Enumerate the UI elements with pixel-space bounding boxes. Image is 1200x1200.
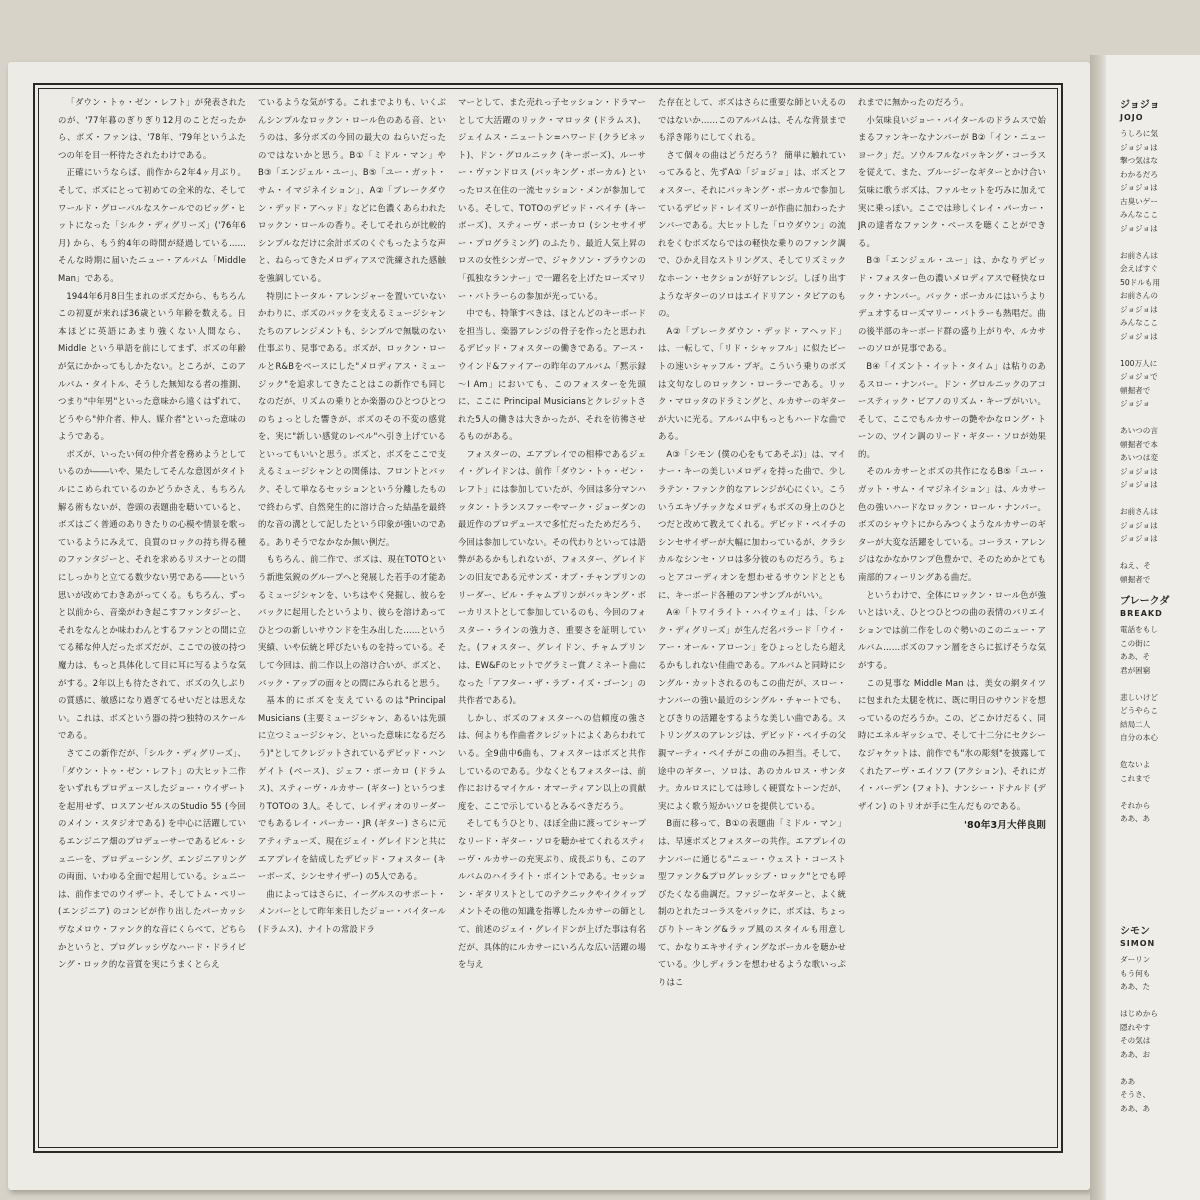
article-paragraph: 特別にトータル・アレンジャーを置いていないかわりに、ボズのバックを支えるミュージシャンたちのアレンジメントも、シンプルで無駄のない仕事ぶり、見事である。ボズが、ロックン・ロールとR&Bをベースにした"メロディアス・ミュージック"を追求してきたことはこの新作でも同じなのだが、リズムの乗りとか楽器のひとつひとつのちょっとした響きが、ボズのその不変の感覚を、実に"新しい感覚のレベル"へ引き上げているといってもいいと思う。ボズと、ボズをここで支えるミュージシャンとの関係は、フロントとバック、そして単なるセッションという分離したもので終わらず、自然発生的に溶け合った結晶を最終的な音の溝として記したという印象が強いのである。ありそうでなかなか無い例だ。: [258, 290, 446, 547]
lyrics-line: ジョジョで: [1120, 372, 1158, 381]
lyrics-line: ああ、そ: [1120, 652, 1151, 661]
lyrics-line: ねえ、そ: [1120, 561, 1151, 570]
article-paragraph: 「ダウン・トゥ・ゼン・レフト」が発表されたのが、'77年暮のぎりぎり12月のことだったから、ボズ・ファンは、'78年、'79年というふたつの年を目一杯待たされたわけである。: [58, 97, 246, 160]
lyrics-line: そうさ、: [1120, 1090, 1151, 1099]
lyrics-section-breakdown: [1120, 595, 1200, 826]
lyrics-line: [1120, 492, 1200, 506]
article-column-1: [58, 94, 246, 1114]
lyrics-line: お前さんの: [1120, 291, 1158, 300]
lyrics-line: 君が困窮: [1120, 665, 1151, 675]
lyrics-line: ああ: [1120, 1076, 1136, 1086]
lyrics-line: はじめから: [1120, 1009, 1158, 1018]
lyrics-line: 撃つ気はな: [1120, 156, 1158, 165]
lyrics-line: みんなここ: [1120, 210, 1158, 219]
lyrics-line: 頓掘者で: [1120, 574, 1151, 584]
article-paragraph: A②「ブレークダウン・デッド・アヘッド」は、一転して、「リド・シャッフル」に似たビートの速いシャッフル・ブギ。こういう乗りのボズは文句なしのロックン・ローラーである。リック・マロッタのドラミングと、ルカサーのギターが大いに光る。アルバム中もっともハードな曲である。: [658, 325, 846, 442]
article-paragraph: 1944年6月8日生まれのボズだから、もちろんこの初夏が来れば36歳という年齢を数える。日本ほどに英語にあまり強くない人間なら、Middle という単語を前にしてまず、ボズの年齢が気にかかってもしかたない。ところが、このアルバム・タイトル、そうした無知なる者の推測、つまり"中年男"といった意味から遠くはずれて、どうやら"仲介者、仲人、媒介者"といった意味のようである。: [58, 290, 246, 442]
article-paragraph: フォスターの、エアプレイでの相棒であるジェイ・グレイドンは、前作「ダウン・トゥ・ゼン・レフト」には参加していたが、今回は多分マンハッタン・トランスファーやマーク・ジョーダンの最近作のプロデュースで多忙だったためだろう、今回は参加していない。その代わりといっては語弊があるかもしれないが、フォスター、グレイドンの旧友である元サンズ・オブ・チャンプリンのリーダー、ビル・チャムプリンがバッキング・ボーカリストとして参加しているのも、今回のフォスター・ラインの強力さ、重要さを証明していた。(フォスター、グレイドン、チャムプリンは、EW&Fのヒットでグラミー賞ノミネート曲になった「アフター・ザ・ラブ・イズ・ゴーン」の共作者である)。: [458, 448, 646, 706]
lyrics-line: みんなここ: [1120, 318, 1158, 327]
article-paragraph: た存在として、ボズはさらに重要な師といえるのではないか……このアルバムは、そんな背景までも浮き彫りにしてくれる。: [658, 97, 846, 143]
lyrics-line: それから: [1120, 800, 1151, 810]
article-paragraph: この見事な Middle Man は、美女の網タイツに包まれた太腿を枕に、既に明日のサウンドを想っているのだろうか。この、どこかけだるく、同時にエネルギッシュで、そして十二分にセクシーなジャケットは、前作でも"氷の彫刻"を披露してくれたアーヴ・エイソフ (アクション)、それにガイ・バーデン (フォト)、ナンシー・ドナルド (デザイン) のトリオが手に生んだものである。: [858, 677, 1046, 811]
article-column-5: [858, 94, 1046, 1114]
article-paragraph: もちろん、前二作で、ボズは、現在TOTOという新進気鋭のグループへと発展した若手の才能あるミュージシャンを、いちはやく発掘し、彼らをバックに起用したというより、彼らを溶けあってひとつの新しいサウンドを生み出した……という実績、いや伝統と呼びたいものを持っている。そして今回は、前二作以上の溶け合いが、ボズと、バック・アップの面々との間にみられると思う。: [258, 554, 446, 688]
lyrics-line: ジョジョは: [1120, 183, 1158, 192]
article-paragraph: 正確にいうならば、前作から2年4ヶ月ぶり。そして、ボズにとって初めての全米的な、そしてワールド・グローバルなスケールでのビッグ・ヒットになった「シルク・ディグリーズ」('76年6月) から、もう約4年の時間が経過している……そんな時期に届いたニュー・アルバム「Middle Man」である。: [58, 167, 246, 283]
lyrics-line: 50ドルも用: [1120, 277, 1161, 287]
lyrics-line: [1120, 785, 1200, 799]
lyrics-line: これまで: [1120, 773, 1151, 783]
right-page: [1106, 55, 1200, 1200]
article-paragraph: ているような気がする。これまでよりも、いくぶんシンプルなロックン・ロール色のある音、というのは、多分ボズの今回の最大の ねらいだったのではないかと思う。B①「ミドル・マン」やB③「エンジェル・ユー」、B⑤「ユー・ガット・サム・イマジネイション」、A②「ブレークダウン・デッド・アヘッド」などに色濃くあらわれたロックン・ロールの香り。そしてそれらが比較的シンプルなだけに余計ボズのくぐもったような声と、ねらってきたメロディアスで洗練された感触を強調している。: [258, 97, 446, 283]
lyrics-line: 電話をもし: [1120, 625, 1158, 634]
lyrics-line: [1120, 411, 1200, 425]
lyrics-line: お前さんは: [1120, 250, 1158, 260]
lyrics-line: [1120, 235, 1200, 249]
lyrics-line: ダーリン: [1120, 955, 1151, 964]
lyrics-line: ジョジョは: [1120, 223, 1158, 233]
lyrics-line: あいつの言: [1120, 426, 1158, 435]
lyrics-lines: [1120, 623, 1200, 826]
lyrics-line: 頓掘者で本: [1120, 439, 1158, 449]
article-paragraph: 曲によってはさらに、イーグルスのサポート・メンバーとして昨年来日したジョー・バイタール (ドラムス)、ナイトの常設ドラ: [258, 888, 446, 934]
lyrics-line: 隠れやす: [1120, 1022, 1151, 1032]
book-gutter: [1090, 55, 1106, 1200]
lyrics-line: ジョジョ: [1120, 399, 1151, 408]
lyrics-line: 自分の本心: [1120, 733, 1158, 742]
lyrics-line: 危ないよ: [1120, 760, 1151, 769]
lyrics-subtitle: JOJO: [1120, 113, 1144, 122]
lyrics-line: どうやらこ: [1120, 706, 1158, 715]
lyrics-line: ジョジョは: [1120, 304, 1158, 314]
lyrics-line: ジョジョは: [1120, 480, 1158, 489]
article-paragraph: そのルカサーとボズの共作になるB⑤「ユー・ガット・サム・イマジネイション」は、ルカサー色の強いハードなロックン・ロール・ナンバー。ボズのシャウトにからみつくようなルカサーのギターが大変な活躍をしている。コーラス・アレンジはなかなかワンプ色豊かで、そのためかとても南部的フィーリングある曲だ。: [858, 466, 1046, 583]
lyrics-line: [1120, 343, 1200, 357]
lyrics-line: うしろに気: [1120, 129, 1158, 138]
article-paragraph: 小気味良いジョー・バイタールのドラムスで始まるファンキーなナンバーが B②「イン・ニューヨーク」だ。ソウルフルなバッキング・コーラスを従えて、また、ブルージーなギターとかけ合い気味に歌うボズは、ファルセットを巧みに加えて実に乗っぽい。ここでは珍しくレイ・パーカー・JRの達者なファンク・ベースを聴くことができる。: [858, 114, 1046, 248]
article-paragraph: 中でも、特筆すべきは、ほとんどのキーボードを担当し、楽器アレンジの骨子を作ったと思われるデビッド・フォスターの働きである。アース・ウインド&ファイアーの昨年のアルバム「黙示録～I Am」においても、このフォスターを先頭に、ここに Principal Musiciansとクレジットされた5人の働きは大きかったが、それを彷彿させるものがある。: [458, 308, 646, 442]
lyrics-line: あいつは変: [1120, 453, 1158, 462]
article-paragraph: B③「エンジェル・ユー」は、かなりデビッド・フォスター色の濃いメロディアスで軽快なロック・ナンバー。バック・ボーカルにはいうよりデュオするローズマリー・バトラーも熱唱だ。曲の後半部のキーボード群の盛り上がりや、ルカサーのソロが見事である。: [858, 255, 1046, 354]
lyrics-line: この街に: [1120, 638, 1151, 648]
lyrics-lines: [1120, 127, 1200, 586]
lyrics-line: ジョジョは: [1120, 520, 1158, 530]
lyrics-line: ああ、あ: [1120, 1103, 1151, 1113]
lyrics-line: [1120, 546, 1200, 560]
article-paragraph: れまでに無かったのだろう。: [858, 97, 969, 107]
lyrics-title: シモン: [1120, 926, 1150, 937]
article-paragraph: ボズが、いったい何の仲介者を務めようとしているのか――いや、果たしてそんな意図がタイトルにこめられているのかどうかさえ、もちろん解る術もないが、巻頭の表題曲を聴いていると、ボズはごく普通のありきたりの心模や情景を歌っているようにみえて、良質のロックの持ち得る種のファンタジーと、それを求めるリスナーとの間にしっかりと立てる数少ない男である――という思いが改めてわきあがってくる。もちろん、ずっと以前から、音楽がわき起こすファンタジーと、それをなんとか味わわんとするファンとの間に立てる稀な仲人だったボズだが、ここでの彼の持つ魔力は、もっと具体化して目に耳に写るような気がする。2年以上も待たされて、ボズの久しぶりの質感に、敏感になり過ぎてるせいだとは思えない。これは、ボズという器の持つ独特のスケールである。: [58, 448, 246, 741]
lyrics-line: ジョジョは: [1120, 142, 1158, 152]
lyrics-line: [1120, 745, 1200, 759]
article-column-3: [458, 94, 646, 1114]
lyrics-line: [1120, 1061, 1200, 1075]
lyrics-line: わかるだろ: [1120, 169, 1158, 179]
article-columns: [58, 94, 1048, 1114]
lyrics-line: ああ、お: [1120, 1049, 1151, 1059]
lyrics-line: お前さんは: [1120, 507, 1158, 516]
lyrics-title: ブレークダ: [1120, 596, 1170, 607]
lyrics-section-simon: [1120, 925, 1200, 1115]
lyrics-line: ああ、あ: [1120, 814, 1151, 823]
article-paragraph: さてこの新作だが、「シルク・ディグリーズ」、「ダウン・トゥ・ゼン・レフト」の大ヒット二作をいずれもプロデュースしたジョー・ウイザートを起用せず、ロスアンゼルスのStudio 55 (今回のメイン・スタジオである) を中心に活躍しているエンジニア畑のプロデューサーであるビル・シュニーを、プロデューシング、エンジニアリングの両面、いわゆる全面で起用している。シュニーは、前作までのウイザート、そしてトム・ペリー (エンジニア) のコンビが作り出したパーカッシヴなメロウ・ファンク的な音にくらべて、どちらかというと、プログレッシヴなハード・ドライビング・ロック的な音質を実にうまくとらえ: [58, 747, 246, 970]
lyrics-lines: [1120, 953, 1200, 1115]
lyrics-line: ジョジョは: [1120, 331, 1158, 341]
lyrics-subtitle: SIMON: [1120, 939, 1156, 948]
lyrics-line: 頓掘者で: [1120, 385, 1151, 395]
author-signature: '80年3月大伴良則: [963, 820, 1046, 832]
lyrics-line: ジョジョは: [1120, 534, 1158, 543]
lyrics-title: ジョジョ: [1120, 100, 1160, 111]
lyrics-section-jojo: [1120, 99, 1200, 586]
article-column-4: [658, 94, 846, 1114]
lyrics-line: その気は: [1120, 1036, 1151, 1045]
lyrics-line: [1120, 994, 1200, 1008]
article-paragraph: B面に移って、B①の表題曲「ミドル・マン」は、早速ボズとフォスターの共作。エアプレイのナンバーに通じる"ニュー・ウェスト・コースト型ファンク&プログレッシブ・ロック"とでも呼びたくなる曲調だ。ファジーなギターと、よく統制のとれたコーラスをバックに、ボズは、ちょっぴりトーキング&ラップ風のスタイルも用意して、かなりエキサイティングなボーカルを聴かせている。少しディランを想わせるような歌いっぷりはこ: [658, 818, 846, 987]
article-paragraph: A④「トワイライト・ハイウェイ」は、「シルク・ディグリーズ」が生んだ名バラード「ウイ・アー・オール・アローン」をひょっとしたら超えるかもしれない佳曲である。アルバムと同時にシングル・カットされるのもこの曲だが、スロー・ナンバーの強い最近のシングル・チャートでも、とびきりの活躍をするような美しい曲である。ストリングスのアレンジは、デビッド・ペイチの父親マーティ・ペイチがこの曲のみ担当。そして、途中のギター、ソロは、あのカルロス・サンタナ。カルロスにしては珍しく硬質なトーンだが、実によく歌う短かいソロを提供している。: [658, 607, 846, 811]
lyrics-line: 古臭いゲー: [1120, 196, 1158, 206]
article-paragraph: そしてもうひとり、ほぼ全曲に渡ってシャープなリード・ギター・ソロを聴かせてくれるスティーヴ・ルカサーの充実ぶり、成長ぶりも、このアルバムのハイライト・ポイントである。セッション・ギタリストとしてのテクニックやイクイップメントその他の知識を指導したルカサーの師として、前述のジェイ・グレイドンが上げた事は有名だが、具体的にルカサーにいろんな広い活躍の場を与え: [458, 818, 646, 970]
article-paragraph: 基本的にボズを支えているのは"Principal Musicians (主要ミュージシャン、あるいは先頭に立つミュージシャン、といった意味になるだろう)"としてクレジットされているデビッド・ハンゲイト (ベース)、ジェフ・ポーカロ (ドラムス)、スティーヴ・ルカサー (ギター) というつまりTOTOの 3人。そして、レイディオのリーダーでもあるレイ・パーカー・JR (ギター) さらに元アティテューズ、現在ジェイ・グレイドンと共にエアプレイを結成したデビッド・フォスター (キーボーズ、シンセサイザー) の5人である。: [258, 695, 446, 882]
article-paragraph: さて個々の曲はどうだろう？ 簡単に触れていってみると、先ずA①「ジョジョ」は、ボズとフォスター、それにバッキング・ボーカルで参加しているデビッド・レイズリーが作曲に加わったナンバーである。大ヒットした「ロウダウン」の流れをくむボズならではの軽快な乗りのファンク調で、ひかえ目なストリングス、そしてリズミックなホーン・セクションが好アレンジ。しぼり出すようなギターのソロはエイドリアン・タピアのもの。: [658, 149, 846, 319]
article-paragraph: マーとして、また売れっ子セッション・ドラマーとして大活躍のリック・マロッタ (ドラムス)、ジェイムス・ニュートン=ハワード (クラビネット)、ドン・グロルニック (キーボーズ)、ルーサー・ヴァンドロス (バッキング・ボーカル) といったロス在住の一流セッション・メンが参加している。そして、TOTOのデビッド・ペイチ (キーボーズ)、スティーヴ・ポーカロ (シンセサイザー・プログラミング) のふたり、最近人気上昇のロスの女性シンガーで、ジャクソン・ブラウンの「孤独なランナー」で一躍名を上げたローズマリー・バトラーらの参加が光っている。: [458, 97, 646, 301]
article-paragraph: しかし、ボズのフォスターへの信頼度の強さは、何よりも作曲者クレジットによくあらわれている。全9曲中6曲も、フォスターはボズと共作しているのである。少なくともフォスターは、前作におけるマイケル・オマーティアン以上の貢献度を、ここで示しているとみるべきだろう。: [458, 712, 646, 811]
lyrics-line: 悲しいけど: [1120, 692, 1158, 702]
article-paragraph: A③「シモン (僕の心をもてあそぶ)」は、マイナー・キーの美しいメロディを持った曲で、少しラテン・ファンク的なアレンジが心にくい。こういうエキゾチックなメロディもボズの身上のひとつだと改めて教えてくれる。デビッド・ペイチのシンセサイザーが大幅に加わっているが、クラシカルなシンセ・ソロは多分彼のものだろう。ちょっとアコーディオンを想わせるサウンドとともに、キーボード各種のアンサンブルがいい。: [658, 448, 846, 600]
article-paragraph: というわけで、全体にロックン・ロール色が強いとはいえ、ひとつひとつの曲の表情のバリエイションでは前二作をしのぐ勢いのこのニュー・アルバム……ボズのファン層をさらに拡げそうな気がする。: [858, 589, 1046, 670]
lyrics-line: ああ、た: [1120, 982, 1151, 991]
lyrics-line: 会えばすぐ: [1120, 264, 1158, 273]
article-column-2: [258, 94, 446, 1114]
lyrics-line: 100万人に: [1120, 358, 1158, 368]
lyrics-line: [1120, 677, 1200, 691]
lyrics-line: もう何も: [1120, 968, 1151, 978]
article-paragraph: B④「イズント・イット・タイム」は粘りのあるスロー・ナンバー。ドン・グロルニックのアコースティック・ピアノのリズム・キープがいい。そして、ここでもルカサーの艶やかなロング・トーンの、ツイン調のリード・ギター・ソロが効果的。: [858, 360, 1046, 459]
lyrics-line: ジョジョは: [1120, 466, 1158, 476]
lyrics-subtitle: BREAKD: [1120, 609, 1163, 618]
lyrics-line: 結局二人: [1120, 719, 1151, 729]
